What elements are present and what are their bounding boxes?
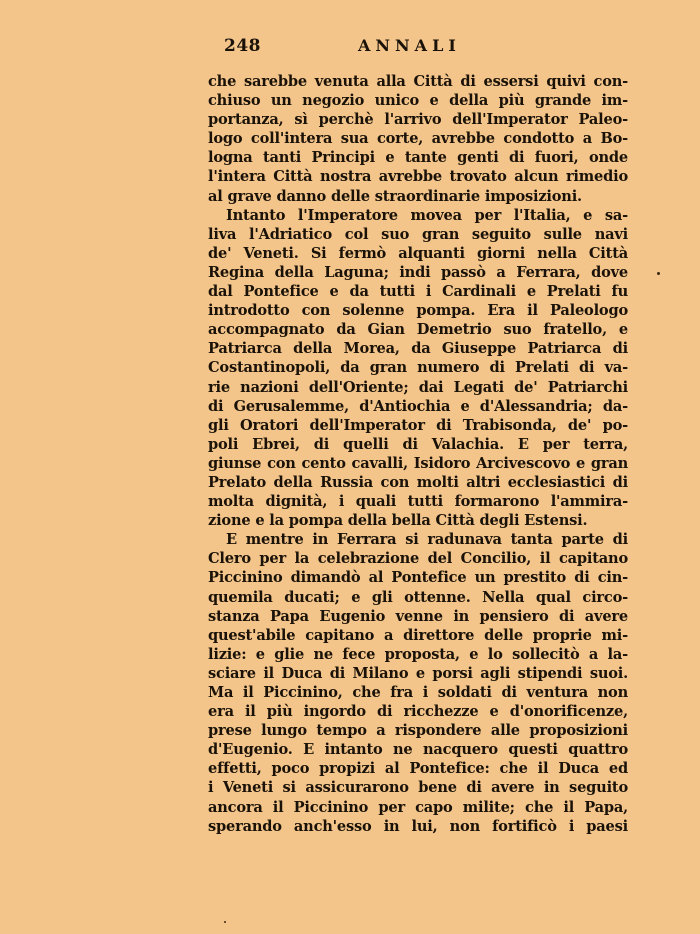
- text-line: Ma il Piccinino, che fra i soldati di ventura non: [208, 684, 628, 701]
- text-line: accompagnato da Gian Demetrio suo fratello, e: [208, 321, 628, 339]
- text-line: Clero per la celebrazione del Concilio, il capitano: [208, 550, 628, 568]
- text-line: Patriarca della Morea, da Giuseppe Patriarca di: [208, 340, 628, 358]
- text-line: introdotto con solenne pompa. Era il Paleologo: [208, 302, 628, 320]
- text-line: sciare il Duca di Milano e porsi agli stipendi suoi.: [208, 664, 628, 682]
- text-line: rie nazioni dell'Oriente; dai Legati de' Patriarchi: [208, 378, 628, 396]
- text-line: zione e la pompa della bella Città degli Estensi.: [208, 512, 588, 530]
- text-line: sperando anch'esso in lui, non fortificò i paesi: [208, 817, 628, 835]
- text-line: al grave danno delle straordinarie imposizioni.: [208, 187, 582, 205]
- text-line: logna tanti Principi e tante genti di fuori, onde: [208, 149, 628, 167]
- text-line: i Veneti si assicurarono bene di avere in seguito: [208, 779, 628, 797]
- text-line: d'Eugenio. E intanto ne nacquero questi quattro: [208, 741, 628, 759]
- text-line: lizie: e glie ne fece proposta, e lo sollecitò a la-: [208, 645, 628, 663]
- text-line: ancora il Piccinino per capo milite; che il Papa,: [208, 798, 628, 816]
- ink-speck: [657, 272, 660, 275]
- text-line: gli Oratori dell'Imperator di Trabisonda, de' po-: [208, 416, 628, 434]
- text-line: che sarebbe venuta alla Città di essersi quivi con-: [208, 73, 628, 90]
- text-line: quest'abile capitano a direttore delle proprie mi-: [208, 626, 628, 644]
- body-text: [208, 72, 628, 836]
- running-title: ANNALI: [358, 36, 461, 55]
- text-line: quemila ducati; e gli ottenne. Nella qual circo-: [208, 588, 628, 606]
- text-line: giunse con cento cavalli, Isidoro Arcivescovo e gran: [208, 454, 628, 472]
- page-number: 248: [224, 36, 261, 56]
- text-line: Piccinino dimandò al Pontefice un prestito di cin-: [208, 569, 628, 587]
- text-line: Intanto l'Imperatore movea per l'Italia, e sa-: [226, 206, 628, 224]
- text-line: stanza Papa Eugenio venne in pensiero di avere: [208, 607, 628, 625]
- text-line: poli Ebrei, di quelli di Valachia. E per terra,: [208, 435, 628, 453]
- text-line: l'intera Città nostra avrebbe trovato alcun rimedio: [208, 168, 628, 186]
- text-line: liva l'Adriatico col suo gran seguito sulle navi: [208, 225, 628, 243]
- text-line: era il più ingordo di ricchezze e d'onorificenze,: [208, 703, 628, 721]
- page-header: [210, 36, 630, 60]
- text-line: Regina della Laguna; indi passò a Ferrara, dove: [208, 263, 628, 281]
- text-line: molta dignità, i quali tutti formarono l'ammira-: [208, 493, 628, 511]
- text-line: de' Veneti. Si fermò alquanti giorni nella Città: [208, 244, 628, 262]
- text-line: di Gerusalemme, d'Antiochia e d'Alessandria; da-: [208, 397, 628, 415]
- ink-speck: [224, 921, 226, 923]
- text-line: effetti, poco propizi al Pontefice: che il Duca ed: [208, 760, 628, 778]
- text-line: dal Pontefice e da tutti i Cardinali e Prelati fu: [208, 283, 628, 301]
- text-line: Costantinopoli, da gran numero di Prelati di va-: [208, 359, 628, 377]
- text-line: portanza, sì perchè l'arrivo dell'Imperator Paleo-: [208, 111, 628, 129]
- text-line: chiuso un negozio unico e della più grande im-: [208, 92, 628, 110]
- text-line: Prelato della Russia con molti altri ecclesiastici di: [208, 473, 628, 491]
- text-line: logo coll'intera sua corte, avrebbe condotto a Bo-: [208, 130, 628, 148]
- text-line: E mentre in Ferrara si radunava tanta parte di: [226, 531, 628, 549]
- text-line: prese lungo tempo a rispondere alle proposizioni: [208, 722, 628, 740]
